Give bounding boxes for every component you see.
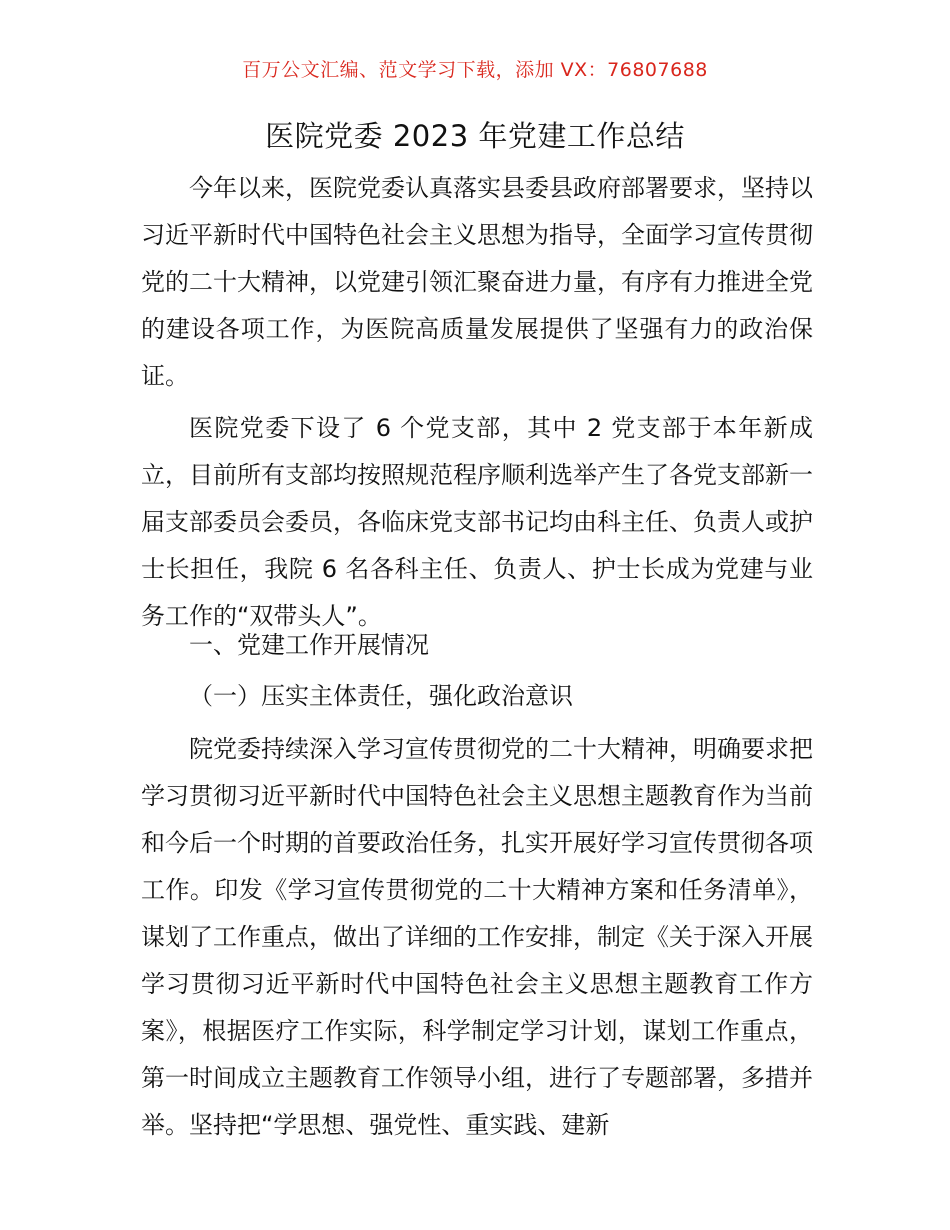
section-heading — [141, 622, 813, 669]
subsection-heading-text: （一）压实主体责任，强化政治意识 — [189, 682, 573, 710]
paragraph-text: 医院党委下设了 6 个党支部，其中 2 党支部于本年新成立，目前所有支部均按照规范程序顺利选举产生了各党支部新一届支部委员会委员，各临床党支部书记均由科主任、负责人或护士长担任，我院 6 名各科主任、负责人、护士长成为党建与业务工作的“双带头人”。 — [141, 414, 813, 630]
paragraph-text: 院党委持续深入学习宣传贯彻党的二十大精神，明确要求把学习贯彻习近平新时代中国特色社会主义思想主题教育作为当前和今后一个时期的首要政治任务，扎实开展好学习宣传贯彻各项工作。印发《学习宣传贯彻党的二十大精神方案和任务清单》，谋划了工作重点，做出了详细的工作安排，制定《关于深入开展学习贯彻习近平新时代中国特色社会主义思想主题教育工作方案》，根据医疗工作实际，科学制定学习计划，谋划工作重点，第一时间成立主题教育工作领导小组，进行了专题部署，多措并举。坚持把“学思想、强党性、重实践、建新 — [141, 735, 813, 1139]
document-title: 医院党委 2023 年党建工作总结 — [265, 119, 685, 153]
header-banner: 百万公文汇编、范文学习下载，添加 VX：76807688 — [242, 59, 708, 81]
paragraph-intro — [141, 165, 813, 400]
section-heading-text: 一、党建工作开展情况 — [189, 631, 429, 659]
paragraph-responsibility — [141, 726, 813, 1149]
paragraph-branches — [141, 405, 813, 640]
subsection-heading — [141, 673, 813, 720]
paragraph-text: 今年以来，医院党委认真落实县委县政府部署要求，坚持以习近平新时代中国特色社会主义思想为指导，全面学习宣传贯彻党的二十大精神，以党建引领汇聚奋进力量，有序有力推进全党的建设各项工作，为医院高质量发展提供了坚强有力的政治保证。 — [141, 174, 813, 390]
